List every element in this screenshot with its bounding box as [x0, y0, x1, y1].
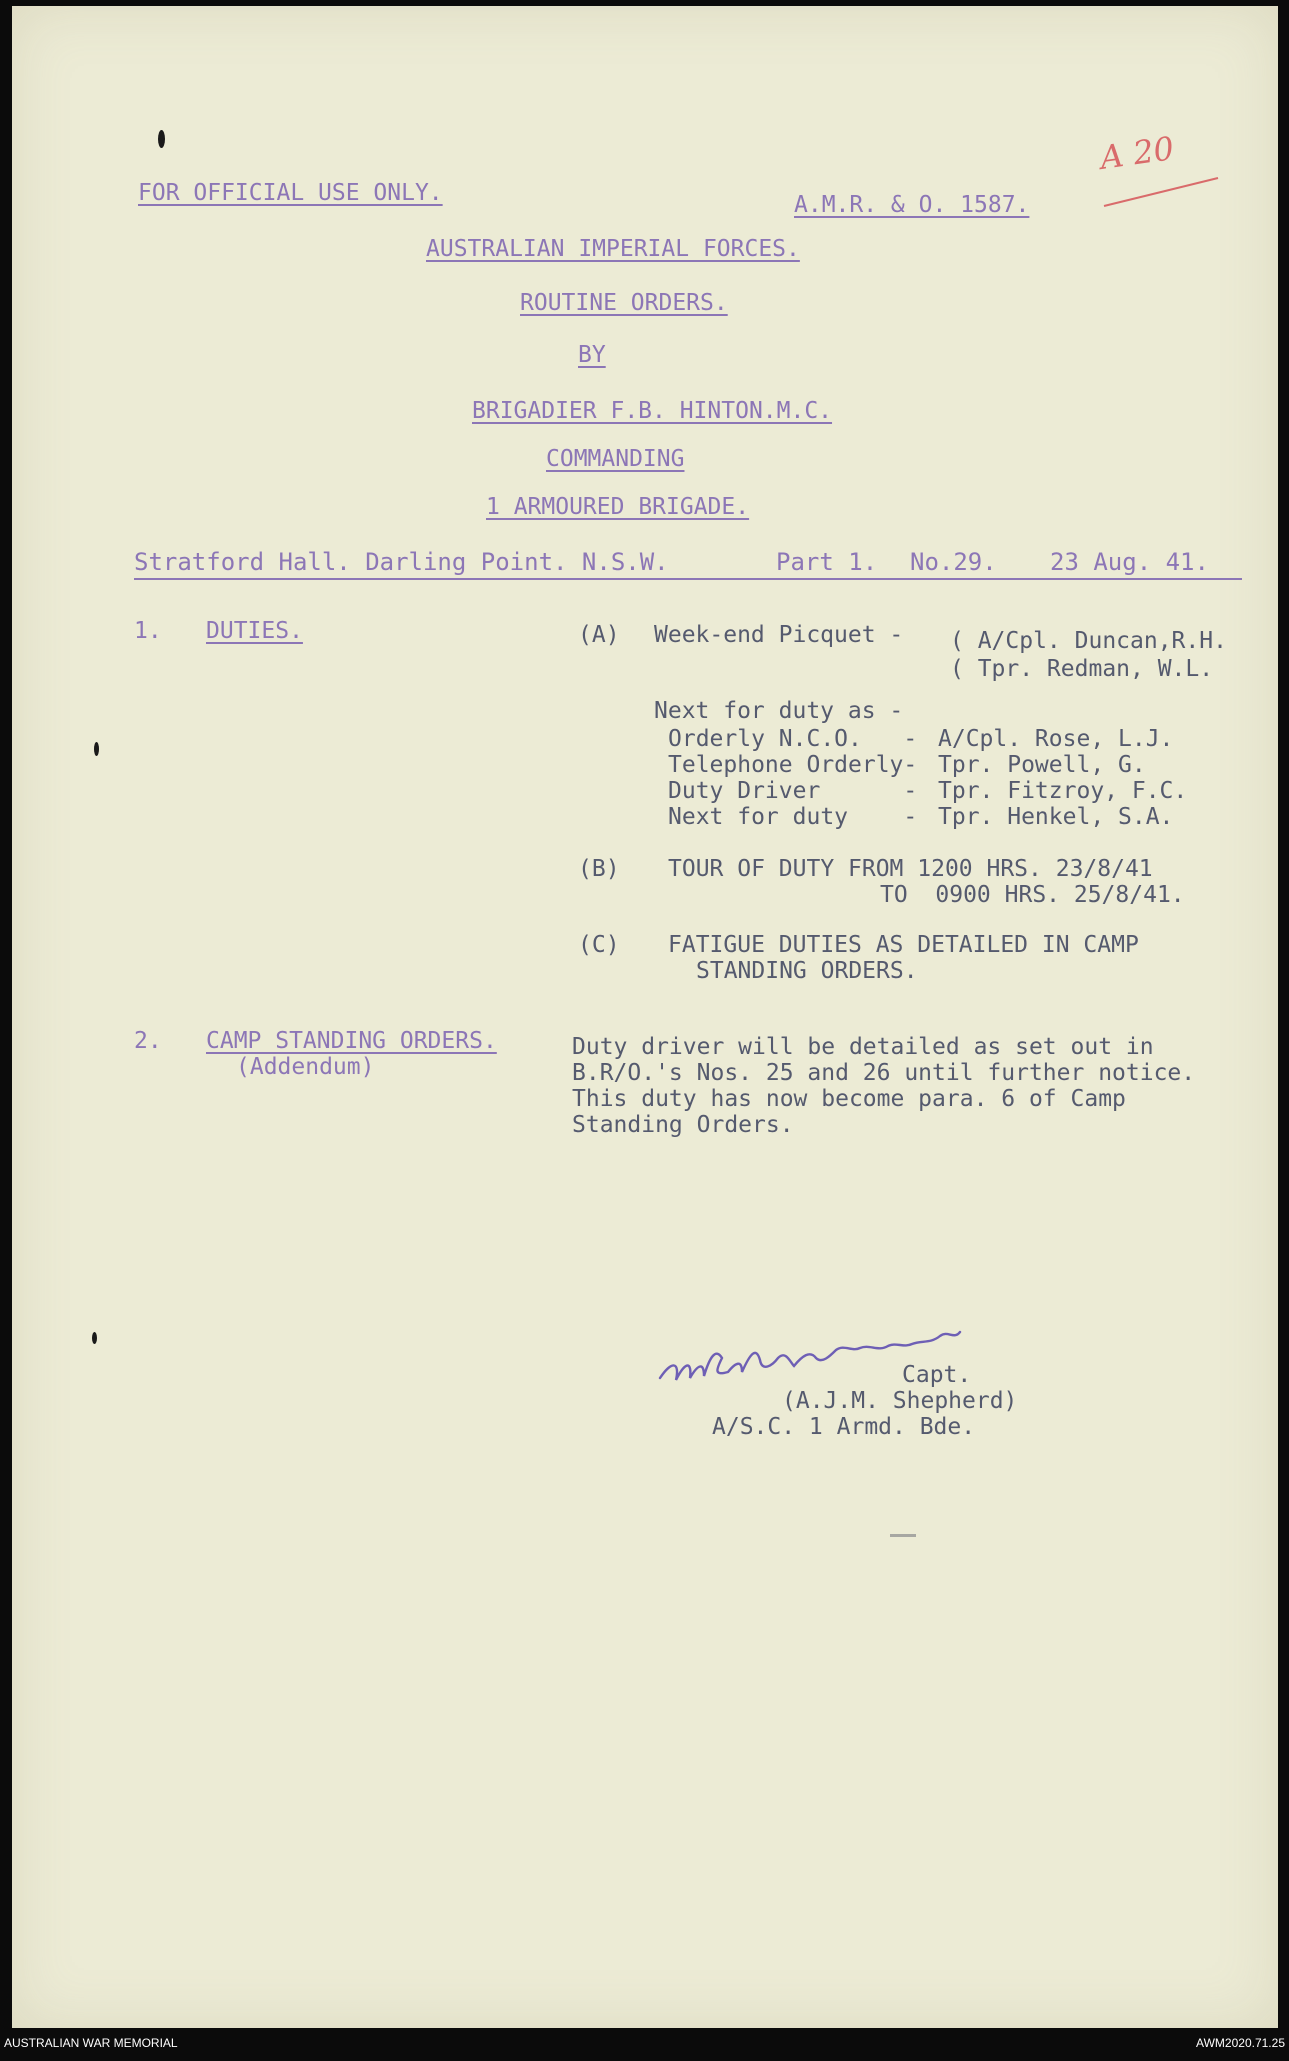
fatigue-duties-line2: STANDING ORDERS.: [696, 958, 918, 984]
section2-body-line: Duty driver will be detailed as set out in: [572, 1034, 1154, 1060]
signatory-name: (A.J.M. Shepherd): [782, 1388, 1018, 1414]
title-by: BY: [578, 342, 606, 368]
section2-title: CAMP STANDING ORDERS.: [206, 1028, 497, 1054]
order-number: No.29.: [910, 548, 997, 576]
section1-c-label: (C): [578, 932, 620, 958]
duty-role: Telephone Orderly-: [668, 752, 918, 778]
section1-b-label: (B): [578, 856, 620, 882]
title-forces: AUSTRALIAN IMPERIAL FORCES.: [426, 236, 800, 262]
order-date: 23 Aug. 41.: [1050, 548, 1209, 576]
part-number: Part 1.: [776, 548, 878, 576]
section1-title: DUTIES.: [206, 618, 303, 644]
punch-hole-bottom: [92, 1332, 97, 1344]
signatory-rank: Capt.: [902, 1362, 972, 1388]
duty-role: Next for duty -: [668, 804, 918, 830]
duty-name: A/Cpl. Rose, L.J.: [938, 726, 1174, 752]
section2-number: 2.: [134, 1028, 162, 1054]
title-commander: BRIGADIER F.B. HINTON.M.C.: [472, 398, 833, 424]
duty-role: Duty Driver -: [668, 778, 918, 804]
handwritten-underline: [1102, 172, 1222, 212]
title-routine-orders: ROUTINE ORDERS.: [520, 290, 728, 316]
duty-role: Orderly N.C.O. -: [668, 726, 918, 752]
location: Stratford Hall. Darling Point. N.S.W.: [134, 548, 669, 576]
signatory-appointment: A/S.C. 1 Armd. Bde.: [712, 1414, 976, 1440]
section2-body-line: Standing Orders.: [572, 1112, 794, 1138]
handwritten-reference: A 20: [1097, 129, 1177, 177]
tour-of-duty-line1: TOUR OF DUTY FROM 1200 HRS. 23/8/41: [668, 856, 1153, 882]
duty-name: Tpr. Henkel, S.A.: [938, 804, 1174, 830]
order-reference: A.M.R. & O. 1587.: [794, 192, 1030, 218]
subheader-rule: [134, 578, 1242, 580]
duty-name: Tpr. Powell, G.: [938, 752, 1146, 778]
picquet-member-2: ( Tpr. Redman, W.L.: [950, 656, 1214, 682]
title-commanding: COMMANDING: [546, 446, 685, 472]
archive-item-id: AWM2020.71.25: [1196, 2036, 1285, 2050]
punch-hole-middle: [94, 742, 99, 756]
fatigue-duties-line1: FATIGUE DUTIES AS DETAILED IN CAMP: [668, 932, 1139, 958]
ink-mark: [890, 1534, 916, 1537]
section2-body-line: B.R/O.'s Nos. 25 and 26 until further notice.: [572, 1060, 1196, 1086]
title-brigade: 1 ARMOURED BRIGADE.: [486, 494, 750, 520]
classification-label: FOR OFFICIAL USE ONLY.: [138, 180, 443, 206]
archive-credit: AUSTRALIAN WAR MEMORIAL: [4, 2036, 178, 2050]
tour-of-duty-line2: TO 0900 HRS. 25/8/41.: [880, 882, 1185, 908]
next-for-duty-header: Next for duty as -: [654, 698, 904, 724]
document-page: [12, 6, 1278, 2028]
duty-name: Tpr. Fitzroy, F.C.: [938, 778, 1188, 804]
section2-body-line: This duty has now become para. 6 of Camp: [572, 1086, 1126, 1112]
section1-number: 1.: [134, 618, 162, 644]
punch-hole-top: [158, 130, 165, 148]
picquet-member-1: ( A/Cpl. Duncan,R.H.: [950, 628, 1227, 654]
picquet-label: Week-end Picquet -: [654, 622, 904, 648]
section1-a-label: (A): [578, 622, 620, 648]
section2-subtitle: (Addendum): [236, 1054, 375, 1080]
